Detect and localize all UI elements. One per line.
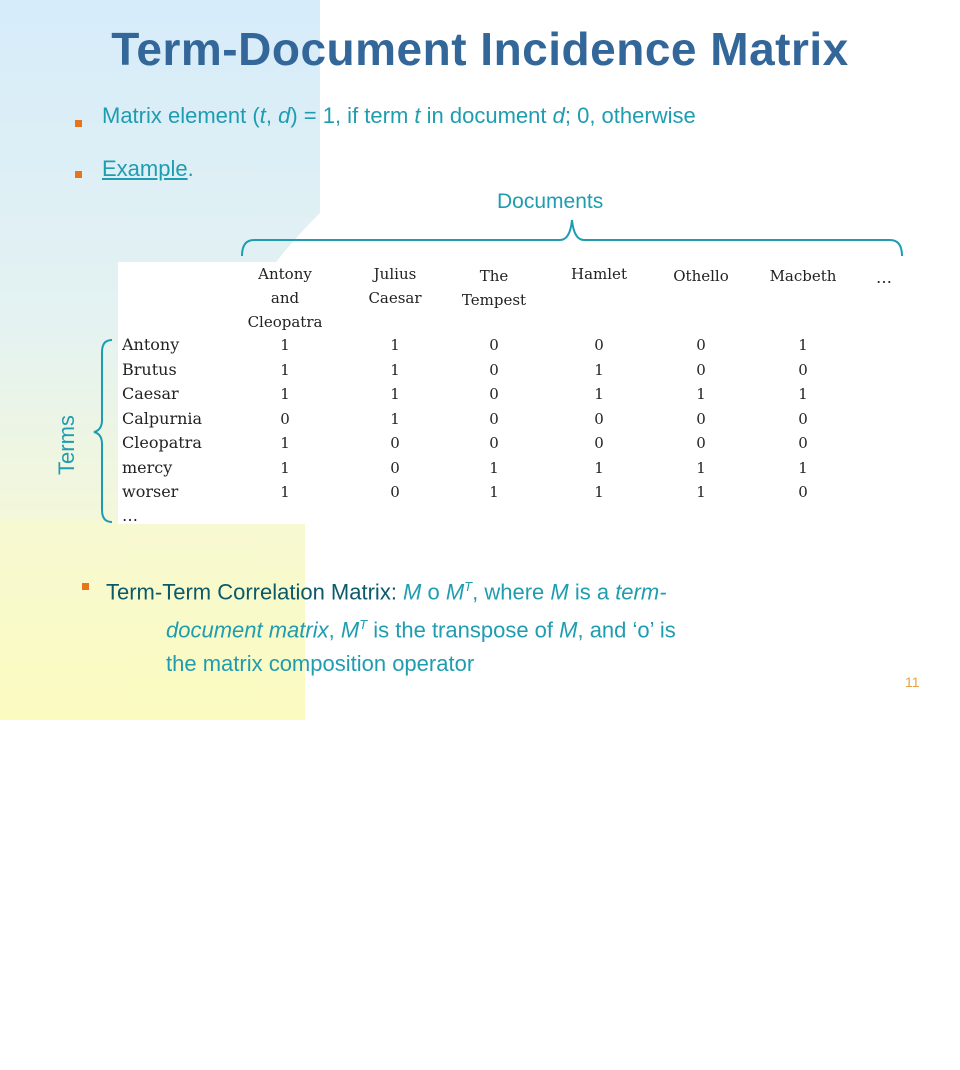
matrix-cell: 0: [594, 336, 604, 354]
row-term: Cleopatra: [122, 433, 202, 452]
bullet-definition: Matrix element (t, d) = 1, if term t in document d; 0, otherwise: [102, 103, 696, 128]
matrix-cell: 0: [489, 409, 499, 428]
matrix-cell: 0: [798, 360, 808, 379]
row-term: Calpurnia: [122, 408, 203, 428]
bullet-icon: [82, 583, 89, 590]
matrix-cell: 1: [594, 458, 604, 477]
bullet-icon: [75, 171, 82, 178]
matrix-cell: 0: [390, 483, 400, 501]
matrix-cell: 0: [489, 360, 499, 379]
slide-number: 11: [905, 674, 920, 690]
matrix-cell: 1: [489, 483, 499, 501]
matrix-cell: 0: [696, 360, 706, 379]
matrix-cell: 1: [489, 458, 499, 477]
matrix-cell: 0: [280, 409, 290, 428]
bullet-example: Example.: [102, 156, 194, 181]
matrix-cell: 0: [696, 434, 706, 452]
incidence-matrix: [118, 262, 910, 524]
column-ellipsis: …: [876, 268, 892, 287]
column-header: Antony and Cleopatra: [247, 265, 323, 331]
matrix-cell: 1: [280, 483, 290, 501]
matrix-cell: 0: [594, 409, 604, 428]
matrix-cell: 0: [696, 409, 706, 428]
matrix-cell: 1: [390, 336, 400, 354]
matrix-cell: 0: [489, 385, 499, 403]
matrix-cell: 0: [390, 458, 400, 477]
matrix-cell: 0: [798, 483, 808, 501]
slide-title: Term-Document Incidence Matrix: [111, 23, 849, 75]
matrix-cell: 1: [280, 360, 290, 379]
documents-brace: [238, 216, 908, 260]
row-term: mercy: [122, 457, 173, 477]
matrix-cell: 1: [798, 458, 808, 477]
matrix-cell: 0: [489, 336, 499, 354]
matrix-cell: 1: [280, 336, 290, 354]
terms-brace: [92, 338, 116, 524]
matrix-cell: 0: [594, 434, 604, 452]
matrix-cell: 1: [594, 385, 604, 403]
terms-label: Terms: [54, 415, 79, 475]
matrix-cell: 0: [798, 434, 808, 452]
matrix-cell: 1: [696, 385, 706, 403]
matrix-cell: 0: [489, 434, 499, 452]
column-header: Othello: [673, 267, 729, 285]
column-header: Julius Caesar: [368, 265, 422, 307]
matrix-cell: 0: [798, 409, 808, 428]
row-ellipsis: …: [122, 506, 138, 525]
matrix-cell: 1: [798, 385, 808, 403]
matrix-cell: 1: [594, 483, 604, 501]
row-term: worser: [122, 482, 179, 501]
matrix-cell: 1: [390, 409, 400, 428]
matrix-cell: 1: [696, 458, 706, 477]
matrix-cell: 1: [696, 483, 706, 501]
matrix-cell: 0: [390, 434, 400, 452]
row-term: Antony: [122, 335, 180, 354]
matrix-cell: 1: [280, 385, 290, 403]
matrix-cell: 1: [390, 360, 400, 379]
row-term: Brutus: [122, 359, 177, 379]
matrix-cell: 1: [798, 336, 808, 354]
row-term: Caesar: [122, 384, 179, 403]
bullet-icon: [75, 120, 82, 127]
correlation-description: Term-Term Correlation Matrix: M o $M^T$, where M is a term- document matrix, $M^T$ is the transpose of M, and ‘o’ is the matrix composition operator: [106, 579, 676, 676]
matrix-cell: 1: [594, 360, 604, 379]
matrix-cell: 1: [390, 385, 400, 403]
example-link[interactable]: Example: [102, 156, 188, 181]
matrix-cell: 1: [280, 434, 290, 452]
column-header: The Tempest: [461, 267, 527, 309]
matrix-cell: 0: [696, 336, 706, 354]
matrix-cell: 1: [280, 458, 290, 477]
column-header: Macbeth: [769, 267, 837, 285]
documents-label: Documents: [497, 190, 604, 213]
column-header: Hamlet: [571, 265, 627, 283]
